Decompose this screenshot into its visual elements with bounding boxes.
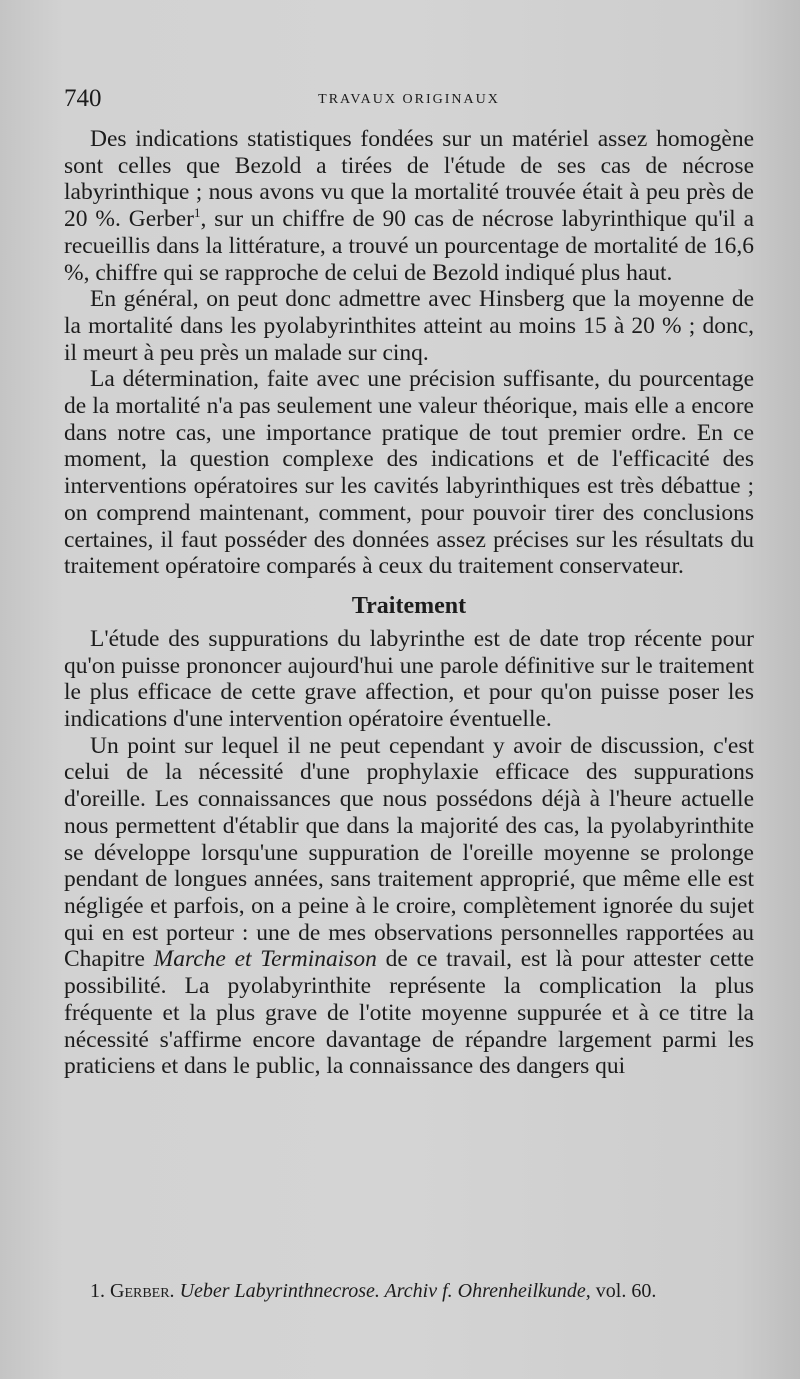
running-head: TRAVAUX ORIGINAUX [318, 92, 500, 107]
footnote-volume: vol. 60. [595, 1280, 657, 1302]
footnote-author: Gerber. [110, 1280, 175, 1302]
paragraph-5-text-a: Un point sur lequel il ne peut cependant y avoir de discussion, c'est celui de la nécessité d'une prophylaxie efficace des suppurations d'oreille. Les connaissances que nous possédons déjà à l'heure actuelle nous permettent d'établir que dans la majorité des cas, la pyolabyrinthite se développe lorsqu'une suppuration de l'oreille moyenne se prolonge pendant de longues années, sans traitement approprié, que même elle est négligée et parfois, on a peine à le croire, complètement ignorée du sujet qui en est porteur : une de mes observations personnelles rapportées au Chapitre [64, 732, 754, 973]
paragraph-2: En général, on peut donc admettre avec Hinsberg que la moyenne de la mortalité dans les pyolabyrinthites atteint au moins 15 à 20 % ; donc, il meurt à peu près un malade sur cinq. [64, 286, 754, 366]
page-number: 740 [64, 85, 102, 112]
paragraph-1-text-b: , sur un chiffre de 90 cas de nécrose labyrinthique qu'il a recueillis dans la littérature, a trouvé un pourcentage de mortalité de 16,6 %, chiffre qui se rapproche de celui de Bezold indiqué plus haut. [64, 206, 754, 286]
paragraph-1 [64, 126, 754, 286]
footnote-number: 1. [90, 1280, 105, 1302]
footnote-ref: 1 [194, 205, 201, 221]
paragraph-5-text-b: de ce travail, est là pour attester cette possibilité. La pyolabyrinthite représente la complication la plus fréquente et la plus grave de l'otite moyenne suppurée et à ce titre la nécessité s'affirme encore davantage de répandre largement parmi les praticiens et dans le public, la connaissance des dangers qui [64, 946, 755, 1080]
paragraph-5 [64, 733, 754, 1080]
body-text [64, 126, 754, 1080]
footnote [64, 1278, 754, 1304]
footnote-title: Ueber Labyrinthnecrose. Archiv f. Ohrenheilkunde, [179, 1280, 591, 1302]
section-title: Traitement [351, 592, 467, 619]
paragraph-1-text-a: Des indications statistiques fondées sur un matériel assez homogène sont celles que Bezold a tirées de l'étude de ses cas de nécrose labyrinthique ; nous avons vu que la mortalité trouvée était à peu près de 20 %. Gerber [64, 126, 754, 233]
page-header [64, 84, 754, 114]
paragraph-3: La détermination, faite avec une précision suffisante, du pourcentage de la mortalité n'a pas seulement une valeur théorique, mais elle a encore dans notre cas, une importance pratique de tout premier ordre. En ce moment, la question complexe des indications et de l'efficacité des interventions opératoires sur les cavités labyrinthiques est très débattue ; on comprend maintenant, comment, pour pouvoir tirer des conclusions certaines, il faut posséder des données assez précises sur les résultats du traitement opératoire comparés à ceux du traitement conservateur. [64, 366, 754, 580]
chapter-reference: Marche et Terminaison [153, 946, 377, 973]
paragraph-4: L'étude des suppurations du labyrinthe est de date trop récente pour qu'on puisse prononcer aujourd'hui une parole définitive sur le traitement le plus efficace de cette grave affection, et pour qu'on puisse poser les indications d'une intervention opératoire éventuelle. [64, 625, 754, 733]
